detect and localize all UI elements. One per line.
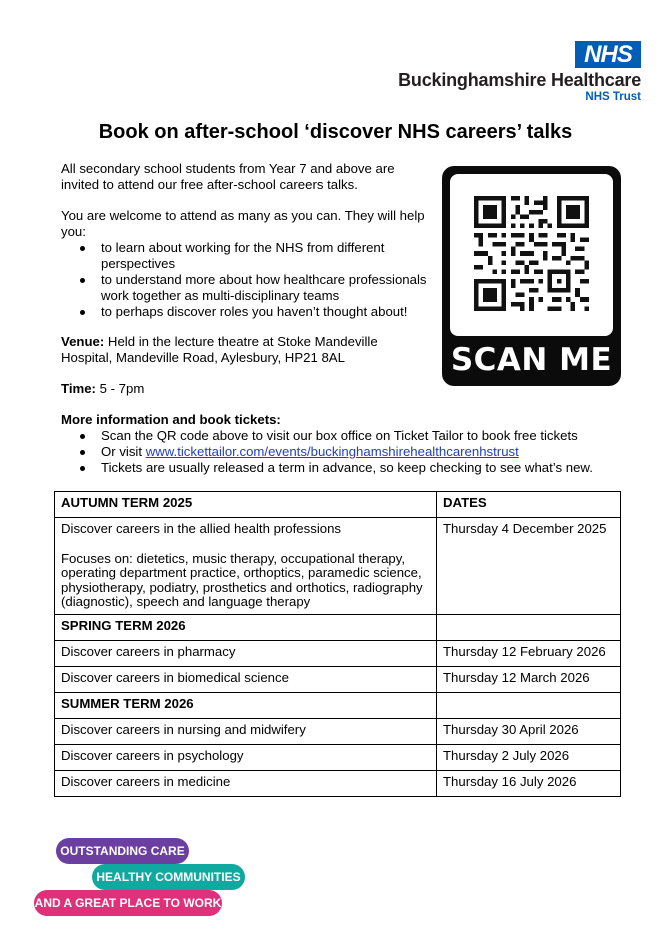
scan-me-caption: SCAN ME bbox=[450, 342, 613, 378]
org-trust: NHS Trust bbox=[585, 91, 641, 103]
tag-great-place-to-work: AND A GREAT PLACE TO WORK bbox=[34, 890, 222, 916]
welcome-block bbox=[61, 208, 431, 320]
qr-code-card[interactable] bbox=[442, 166, 621, 386]
dates-heading: DATES bbox=[437, 492, 621, 518]
venue-text bbox=[61, 334, 431, 366]
table-row bbox=[55, 640, 621, 666]
table-row bbox=[55, 770, 621, 796]
event-cell: Discover careers in medicine bbox=[55, 770, 437, 796]
event-cell: Discover careers in biomedical science bbox=[55, 666, 437, 692]
qr-code-area bbox=[450, 174, 613, 336]
venue-label: Venue: bbox=[61, 334, 105, 349]
table-row bbox=[55, 614, 621, 640]
page-title: Book on after-school ‘discover NHS careers’ talks bbox=[98, 121, 573, 143]
event-title: Discover careers in the allied health professions bbox=[61, 521, 342, 536]
date-cell bbox=[437, 692, 621, 718]
time-text bbox=[61, 381, 431, 397]
date-cell bbox=[437, 614, 621, 640]
time-value: 5 - 7pm bbox=[95, 381, 145, 396]
nhs-logo: NHS bbox=[575, 41, 641, 68]
table-row bbox=[55, 518, 621, 615]
intro-text: All secondary school students from Year 7 and above are invited to attend our free after-school careers talks. bbox=[61, 161, 395, 192]
date-cell: Thursday 12 March 2026 bbox=[437, 666, 621, 692]
more-info-block bbox=[61, 412, 631, 476]
table-row bbox=[55, 692, 621, 718]
time-label: Time: bbox=[61, 381, 96, 396]
term-heading: SPRING TERM 2026 bbox=[55, 614, 437, 640]
more-info-list bbox=[101, 428, 631, 476]
ticket-tailor-link[interactable]: www.tickettailor.com/events/buckinghamshirehealthcarenhstrust bbox=[145, 444, 519, 459]
date-cell: Thursday 2 July 2026 bbox=[437, 744, 621, 770]
list-item: to learn about working for the NHS from different perspectives bbox=[101, 240, 431, 272]
term-heading: AUTUMN TERM 2025 bbox=[55, 492, 437, 518]
term-heading: SUMMER TERM 2026 bbox=[55, 692, 437, 718]
venue-value: Held in the lecture theatre at Stoke Mandeville Hospital, Mandeville Road, Aylesbury, HP21 8AL bbox=[61, 334, 378, 365]
event-cell: Discover careers in nursing and midwifery bbox=[55, 718, 437, 744]
visit-prefix: Or visit bbox=[101, 444, 146, 459]
welcome-text: You are welcome to attend as many as you can. They will help you: bbox=[61, 208, 425, 239]
table-row bbox=[55, 666, 621, 692]
list-item bbox=[101, 444, 631, 460]
org-name: Buckinghamshire Healthcare bbox=[398, 70, 641, 90]
list-item: to perhaps discover roles you haven’t thought about! bbox=[101, 304, 431, 320]
date-cell: Thursday 4 December 2025 bbox=[437, 518, 621, 615]
table-row bbox=[55, 744, 621, 770]
list-item: to understand more about how healthcare professionals work together as multi-disciplinary teams bbox=[101, 272, 431, 304]
event-cell: Discover careers in pharmacy bbox=[55, 640, 437, 666]
event-focus: Focuses on: dietetics, music therapy, occupational therapy, operating department practice, orthoptics, paramedic science, physiotherapy, podiatry, prosthetics and orthotics, radiography (diagnostic), speech and language therapy bbox=[61, 550, 423, 609]
table-header-row bbox=[55, 492, 621, 518]
event-cell bbox=[55, 518, 437, 615]
tag-healthy-communities: HEALTHY COMMUNITIES bbox=[92, 864, 245, 890]
date-cell: Thursday 30 April 2026 bbox=[437, 718, 621, 744]
qr-code-icon bbox=[474, 196, 589, 311]
list-item: Tickets are usually released a term in advance, so keep checking to see what’s new. bbox=[101, 460, 631, 476]
date-cell: Thursday 16 July 2026 bbox=[437, 770, 621, 796]
tag-outstanding-care: OUTSTANDING CARE bbox=[56, 838, 189, 864]
events-table bbox=[54, 491, 621, 797]
list-item: Scan the QR code above to visit our box office on Ticket Tailor to book free tickets bbox=[101, 428, 631, 444]
date-cell: Thursday 12 February 2026 bbox=[437, 640, 621, 666]
more-info-heading: More information and book tickets: bbox=[61, 412, 281, 427]
event-cell: Discover careers in psychology bbox=[55, 744, 437, 770]
help-list bbox=[101, 240, 431, 320]
table-row bbox=[55, 718, 621, 744]
